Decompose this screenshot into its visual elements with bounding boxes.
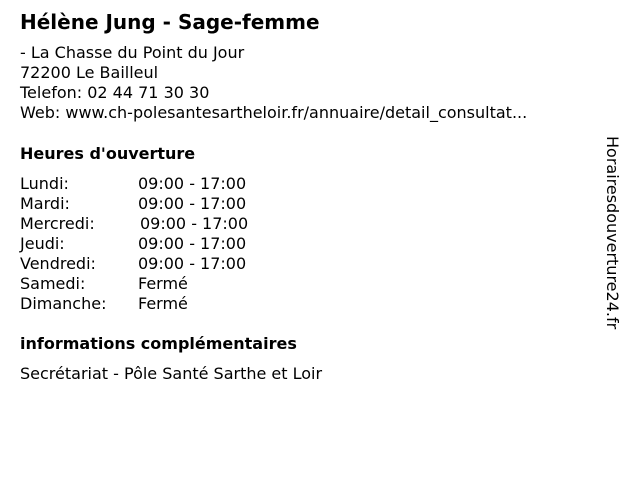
day-label: Jeudi:	[20, 234, 65, 253]
info-heading: informations complémentaires	[20, 334, 297, 353]
day-hours: Fermé	[138, 274, 188, 293]
hours-table	[20, 174, 320, 314]
phone-number: Telefon: 02 44 71 30 30	[20, 83, 210, 102]
day-hours: 09:00 - 17:00	[138, 174, 247, 193]
hours-row-saturday	[20, 274, 320, 294]
info-text: Secrétariat - Pôle Santé Sarthe et Loir	[20, 364, 323, 383]
day-hours: 09:00 - 17:00	[138, 194, 247, 213]
hours-heading: Heures d'ouverture	[20, 144, 196, 163]
day-label: Mardi:	[20, 194, 70, 213]
hours-row-monday	[20, 174, 320, 194]
day-hours: 09:00 - 17:00	[140, 214, 249, 233]
hours-row-tuesday	[20, 194, 320, 214]
day-label: Vendredi:	[20, 254, 96, 273]
day-label: Samedi:	[20, 274, 86, 293]
day-hours: Fermé	[138, 294, 188, 313]
hours-row-friday	[20, 254, 320, 274]
page-title: Hélène Jung - Sage-femme	[20, 10, 320, 34]
day-label: Mercredi:	[20, 214, 95, 233]
hours-row-wednesday	[20, 214, 320, 234]
site-watermark: Horairesdouverture24.fr	[603, 136, 622, 330]
day-hours: 09:00 - 17:00	[138, 234, 247, 253]
hours-row-sunday	[20, 294, 320, 314]
address-city: 72200 Le Bailleul	[20, 63, 159, 82]
day-hours: 09:00 - 17:00	[138, 254, 247, 273]
hours-row-thursday	[20, 234, 320, 254]
address-block	[20, 43, 527, 123]
day-label: Lundi:	[20, 174, 69, 193]
website-link: Web: www.ch-polesantesartheloir.fr/annuaire/detail_consultat...	[20, 103, 528, 122]
address-street: - La Chasse du Point du Jour	[20, 43, 245, 62]
day-label: Dimanche:	[20, 294, 107, 313]
